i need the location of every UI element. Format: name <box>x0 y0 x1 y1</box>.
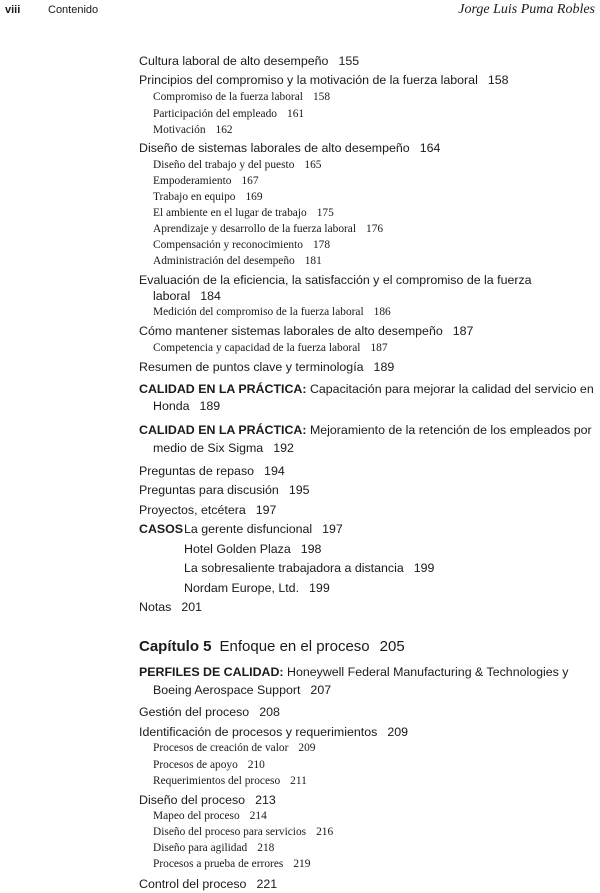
entry-title: La sobresaliente trabajadora a distancia <box>184 561 404 575</box>
entry-title: Compromiso de la fuerza laboral <box>153 91 303 103</box>
toc-entry <box>139 463 285 479</box>
toc-subentry <box>153 808 267 824</box>
entry-title: Honda <box>153 399 190 413</box>
page-number: viii <box>5 4 21 16</box>
toc-entry <box>139 876 277 892</box>
entry-page-number: 169 <box>245 191 263 203</box>
entry-page-number: 218 <box>257 842 275 854</box>
toc-entry <box>139 792 276 808</box>
toc-entry <box>184 541 321 557</box>
entry-title: Preguntas para discusión <box>139 483 279 497</box>
toc-entry <box>153 398 220 414</box>
toc-subentry <box>153 173 259 189</box>
toc-subentry <box>153 304 391 320</box>
toc-subentry <box>153 157 322 173</box>
entry-title: Control del proceso <box>139 877 247 891</box>
toc-entry <box>139 72 509 88</box>
entry-title: Diseño de sistemas laborales de alto desempeño <box>139 141 410 155</box>
entry-page-number: 167 <box>241 175 259 187</box>
toc-subentry <box>153 757 265 773</box>
toc-entry <box>153 440 294 456</box>
entry-label-prefix: PERFILES DE CALIDAD: <box>139 665 284 679</box>
entry-page-number: 219 <box>293 858 311 870</box>
entry-page-number: 186 <box>373 306 391 318</box>
entry-title: Motivación <box>153 124 206 136</box>
toc-subentry <box>153 824 333 840</box>
entry-page-number: 158 <box>312 91 331 103</box>
entry-title: Notas <box>139 600 172 614</box>
entry-page-number: 208 <box>259 705 280 719</box>
entry-title: Principios del compromiso y la motivación de la fuerza laboral <box>139 73 478 87</box>
toc-entry <box>139 381 594 397</box>
entry-label-prefix: Capítulo 5 <box>139 638 212 655</box>
toc-entry <box>139 521 343 537</box>
toc-entry <box>139 664 568 680</box>
entry-page-number: 192 <box>273 441 294 455</box>
entry-title: Hotel Golden Plaza <box>184 542 291 556</box>
chapter-heading <box>139 638 405 656</box>
entry-page-number: 158 <box>487 73 509 87</box>
toc-subentry <box>153 253 322 269</box>
toc-subentry <box>153 340 388 356</box>
entry-page-number: 195 <box>288 483 310 497</box>
toc-entry <box>153 288 221 304</box>
entry-page-number: 210 <box>247 759 265 771</box>
author-name: Jorge Luis Puma Robles <box>458 2 595 17</box>
entry-title: Resumen de puntos clave y terminología <box>139 360 364 374</box>
toc-subentry <box>153 237 330 253</box>
entry-page-number: 205 <box>379 638 405 655</box>
toc-subentry <box>153 122 233 138</box>
entry-title: Diseño del proceso <box>139 793 246 807</box>
toc-subentry <box>153 773 307 789</box>
entry-title: Trabajo en equipo <box>153 191 236 203</box>
toc-entry <box>139 724 408 740</box>
entry-title: Gestión del proceso <box>139 705 250 719</box>
toc-entry <box>139 272 532 288</box>
entry-title: La gerente disfuncional <box>184 522 313 536</box>
toc-subentry <box>153 840 274 856</box>
toc-entry <box>139 53 359 69</box>
entry-page-number: 198 <box>300 542 322 556</box>
toc-subentry <box>153 205 334 221</box>
entry-title: Cultura laboral de alto desempeño <box>139 54 329 68</box>
entry-page-number: 181 <box>304 255 322 267</box>
entry-title: Diseño para agilidad <box>153 842 248 854</box>
entry-page-number: 189 <box>373 360 395 374</box>
entry-title: Empoderamiento <box>153 175 232 187</box>
entry-title: Cómo mantener sistemas laborales de alto desempeño <box>139 324 443 338</box>
entry-page-number: 197 <box>255 503 277 517</box>
entry-page-number: 199 <box>309 581 330 595</box>
entry-title: Procesos de apoyo <box>153 759 238 771</box>
entry-title: Capacitación para mejorar la calidad del servicio en <box>309 382 594 396</box>
toc-subentry <box>153 189 263 205</box>
entry-page-number: 194 <box>264 464 285 478</box>
entry-page-number: 155 <box>338 54 360 68</box>
toc-entry <box>139 704 280 720</box>
entry-title: Procesos de creación de valor <box>153 742 289 754</box>
toc-entry <box>139 140 440 156</box>
entry-title: Honeywell Federal Manufacturing & Technologies y <box>287 665 569 679</box>
toc-subentry <box>153 856 310 872</box>
entry-title: Identificación de procesos y requerimientos <box>139 725 378 739</box>
entry-title: Diseño del trabajo y del puesto <box>153 159 295 171</box>
toc-entry <box>153 682 331 698</box>
entry-page-number: 214 <box>249 810 267 822</box>
entry-title: Medición del compromiso de la fuerza laboral <box>153 306 364 318</box>
toc-subentry <box>153 89 330 105</box>
entry-page-number: 161 <box>287 108 305 120</box>
entry-title: Proyectos, etcétera <box>139 503 246 517</box>
entry-title: Diseño del proceso para servicios <box>153 826 307 838</box>
entry-page-number: 221 <box>256 877 278 891</box>
toc-subentry <box>153 221 383 237</box>
toc-entry <box>139 599 202 615</box>
entry-title: medio de Six Sigma <box>153 441 264 455</box>
entry-page-number: 164 <box>419 141 441 155</box>
entry-page-number: 176 <box>366 223 384 235</box>
toc-entry <box>184 580 330 596</box>
entry-title: Nordam Europe, Ltd. <box>184 581 300 595</box>
toc-subentry <box>153 106 304 122</box>
entry-label-prefix: CASOS <box>139 522 184 536</box>
entry-title: El ambiente en el lugar de trabajo <box>153 207 307 219</box>
toc-entry <box>139 482 310 498</box>
toc-entry <box>184 560 434 576</box>
entry-title: Participación del empleado <box>153 108 277 120</box>
entry-title: Evaluación de la eficiencia, la satisfacción y el compromiso de la fuerza <box>139 273 532 287</box>
entry-title: Procesos a prueba de errores <box>153 858 284 870</box>
entry-title: Mapeo del proceso <box>153 810 240 822</box>
entry-title: Administración del desempeño <box>153 255 295 267</box>
toc-entry <box>139 422 592 438</box>
entry-title: laboral <box>153 289 191 303</box>
entry-page-number: 162 <box>215 124 233 136</box>
entry-page-number: 209 <box>387 725 408 739</box>
entry-page-number: 201 <box>181 600 203 614</box>
entry-title: Competencia y capacidad de la fuerza laboral <box>153 342 361 354</box>
toc-entry <box>139 323 473 339</box>
entry-title: Compensación y reconocimiento <box>153 239 303 251</box>
entry-page-number: 189 <box>199 399 221 413</box>
entry-title: Enfoque en el proceso <box>219 638 370 655</box>
entry-title: Mejoramiento de la retención de los empleados por <box>309 423 592 437</box>
entry-title: Preguntas de repaso <box>139 464 255 478</box>
entry-label-prefix: CALIDAD EN LA PRÁCTICA: <box>139 382 307 396</box>
entry-page-number: 211 <box>290 775 307 787</box>
toc-subentry <box>153 740 315 756</box>
entry-page-number: 187 <box>452 324 474 338</box>
entry-page-number: 165 <box>304 159 322 171</box>
entry-page-number: 213 <box>255 793 276 807</box>
entry-page-number: 178 <box>312 239 331 251</box>
entry-page-number: 199 <box>413 561 435 575</box>
entry-page-number: 216 <box>316 826 334 838</box>
entry-label-prefix: CALIDAD EN LA PRÁCTICA: <box>139 423 307 437</box>
entry-page-number: 207 <box>310 683 332 697</box>
entry-title: Aprendizaje y desarrollo de la fuerza laboral <box>153 223 357 235</box>
entry-page-number: 175 <box>316 207 334 219</box>
entry-page-number: 184 <box>200 289 221 303</box>
running-section-title: Contenido <box>48 4 99 16</box>
entry-page-number: 209 <box>298 742 316 754</box>
entry-title: Requerimientos del proceso <box>153 775 281 787</box>
toc-entry <box>139 359 394 375</box>
entry-page-number: 197 <box>322 522 343 536</box>
entry-page-number: 187 <box>370 342 388 354</box>
entry-title: Boeing Aerospace Support <box>153 683 301 697</box>
toc-entry <box>139 502 276 518</box>
